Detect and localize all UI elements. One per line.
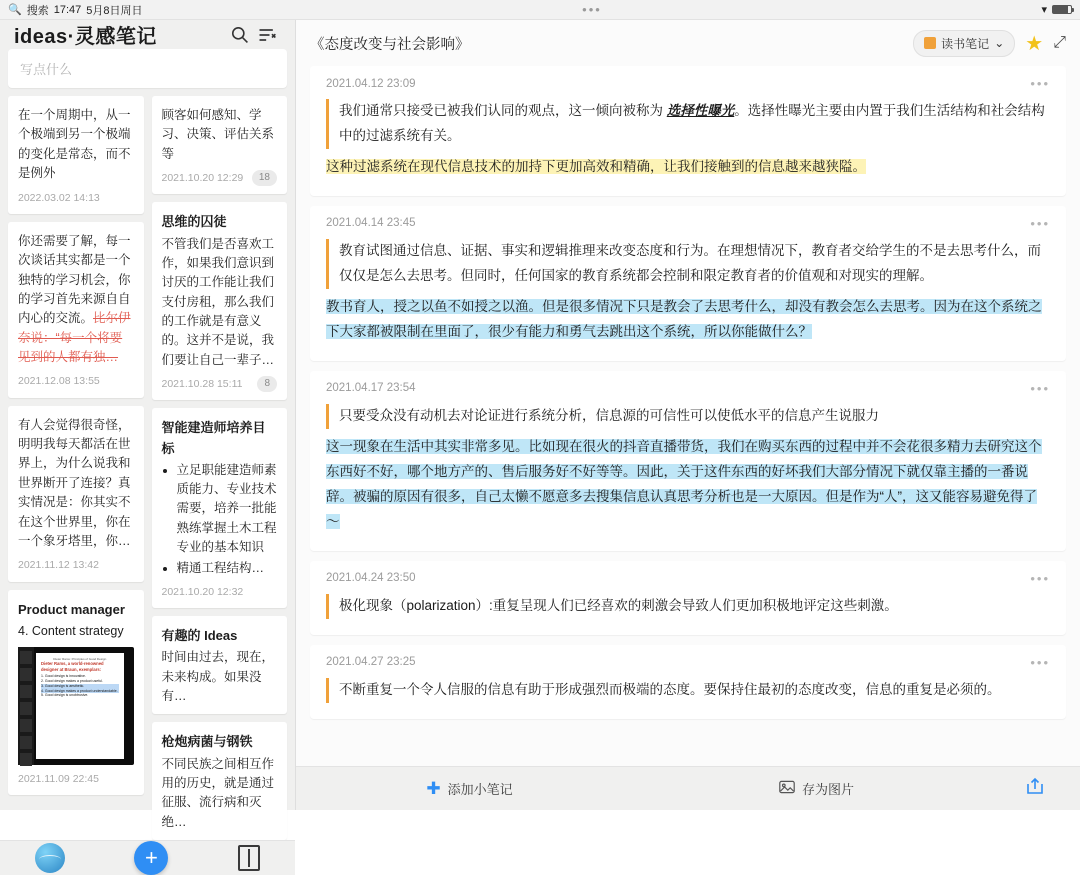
note-card[interactable] [8,222,144,398]
note-body [18,232,134,368]
chevron-down-icon: ⌄ [994,36,1005,50]
share-icon [1025,777,1045,800]
entry-more-icon[interactable]: ••• [1030,380,1050,396]
reading-notes-tag[interactable] [913,30,1015,57]
highlight-yellow: 这种过滤系统在现代信息技术的加持下更加高效和精确，让我们接触到的信息越来越狭隘。 [326,158,866,174]
entry-highlight [326,435,1050,535]
status-time: 17:47 [53,3,82,16]
note-body-strikethrough: 比尔伊奈说：“每一个将要见到的人都有独… [18,311,131,365]
brand-name: ideas [14,26,68,48]
slide-line: 1. Good design is innovative. [41,674,86,679]
page-title: 《态度改变与社会影响》 [310,36,470,53]
note-meta [162,170,278,186]
brand-subtitle: 灵感笔记 [74,26,157,48]
note-count-badge: 8 [257,376,277,392]
highlight-blue: 教书育人，授之以鱼不如授之以渔。但是很多情况下只是教会了去思考什么，却没有教会怎么去思考。因为在这个系统之下大家都被限制在里面了，很少有能力和勇气去跳出这个系统，所以你能做什么？ [326,298,1042,339]
entry-timestamp: 2021.04.12 23:09 [326,77,416,90]
save-image-button[interactable] [643,779,990,798]
note-meta [162,584,278,600]
entry-highlight [326,155,1050,180]
note-meta [18,190,134,206]
quote-text: 我们通常只接受已被我们认同的观点，这一倾向被称为 [339,103,667,118]
brand-separator: · [67,26,75,48]
note-entry[interactable] [310,645,1066,719]
note-list [162,461,278,578]
save-image-label: 存为图片 [801,782,854,797]
entry-header [326,655,1050,670]
entry-more-icon[interactable]: ••• [1030,76,1050,91]
book-tag-icon [924,37,936,49]
note-body: 在一个周期中，从一个极端到另一个极端的变化是常态，而不是例外 [18,108,131,181]
app-root [0,20,1080,871]
entry-header [326,571,1050,586]
entry-header [326,381,1050,396]
status-bar-left [8,2,142,18]
entry-more-icon[interactable]: ••• [1030,570,1050,586]
note-title: 智能建造师培养目标 [161,420,266,456]
document-header [296,20,1080,66]
entry-more-icon[interactable]: ••• [1030,654,1050,670]
sort-filter-icon[interactable] [253,21,281,49]
entry-quote: 教育试图通过信息、证据、事实和逻辑推理来改变态度和行为。在理想情况下，教育者交给学生的不是去思考什么，而仅仅是怎么去思考。但同时，任何国家的教育系统都会控制和限定教育者的价值观和对现实的理解。 [326,239,1050,289]
multitask-handle-icon[interactable]: ••• [582,1,602,17]
add-small-note-button[interactable] [296,779,643,799]
list-item: • 立足职能建造师素质能力、专业技术需要，培养一批能熟练掌握土木工程专业的基本知识 [177,461,278,558]
note-image-preview[interactable] [18,647,134,765]
wifi-icon: ▾ [1041,4,1047,16]
note-entry[interactable] [310,66,1066,196]
plus-icon: ✚ [426,778,441,798]
entry-header [326,216,1050,231]
slide-header: Dieter Rams: Principles of Good Design [53,657,107,662]
entry-quote: 不断重复一个令人信服的信息有助于形成强烈而极端的态度。要保持住最初的态度改变，信息的重复是必须的。 [326,678,1050,703]
note-body-text: 你还需要了解，每一次谈话其实都是一个独特的学习机会，你的学习首先来源自自内心的交流。 [18,233,131,326]
star-icon[interactable]: ★ [1025,32,1044,55]
entry-timestamp: 2021.04.14 23:45 [326,217,416,230]
note-title: 枪炮病菌与钢铁 [161,734,253,750]
status-bar [0,0,1080,20]
share-button[interactable] [990,777,1080,800]
entry-timestamp: 2021.04.17 23:54 [326,382,416,395]
highlight-blue: 这一现象在生活中其实非常多见。比如现在很火的抖音直播带货，我们在购买东西的过程中并不会花很多精力去研究这个东西好不好，哪个地方产的、售后服务好不好等等。因此，关于这件东西的好坏我们大部分情况下就仅靠主播的一番说辞。被骗的原因有很多，自己太懒不愿意多去搜集信息认真思考分析也是一大原因。但是作为“人”，这又能容易避免得了～ [326,438,1042,529]
note-meta [18,373,134,389]
note-entry[interactable] [310,561,1066,635]
entry-header [326,76,1050,91]
entry-quote: 只要受众没有动机去对论证进行系统分析，信息源的可信性可以使低水平的信息产生说服力 [326,404,1050,429]
note-title: 有趣的 Ideas [161,628,238,644]
note-card[interactable] [152,616,288,714]
note-card[interactable] [152,408,288,608]
note-entry[interactable] [310,206,1066,361]
status-date: 5月8日周日 [86,4,143,17]
document-body[interactable] [296,66,1080,766]
note-body: 顾客如何感知、学习、决策、评估关系等 [161,108,275,161]
status-bar-center [142,1,1041,17]
quote-emphasis: 选择性曝光 [666,103,735,118]
notes-sidebar [0,20,296,871]
sidebar-bottom-bar [0,840,295,875]
slide-content [36,653,124,759]
note-time: 2021.11.09 22:45 [18,773,99,786]
note-body: 时间由过去，现在，未来构成。如果没有… [161,650,275,704]
status-bar-right [1041,3,1072,16]
add-small-note-label: 添加小笔记 [447,782,513,797]
entry-highlight [326,295,1050,345]
entry-more-icon[interactable]: ••• [1030,215,1050,231]
note-time: 2021.10.28 15:11 [161,378,243,391]
note-card[interactable] [152,722,288,840]
note-meta [162,376,278,392]
status-search-label[interactable]: 搜索 [26,4,49,17]
note-body: 不同民族之间相互作用的历史，就是通过征服、流行病和灭绝… [161,756,275,829]
note-count-badge: 18 [252,170,277,186]
add-note-fab[interactable]: + [134,841,168,875]
note-body: 4. Content strategy [18,623,124,638]
note-card[interactable] [8,96,144,214]
expand-icon[interactable]: ⤢ [1053,34,1066,51]
note-card[interactable] [8,406,144,582]
entry-quote [326,99,1050,149]
note-title: Product manager [18,601,125,617]
sidebar-header [0,20,295,49]
notes-grid[interactable] [0,96,295,840]
slide-line: 5. Good design is unobtrusive. [41,693,89,698]
entry-quote: 极化现象（polarization）:重复呈现人们已经喜欢的刺激会导致人们更加积极地评定这些刺激。 [326,594,1050,619]
note-meta [18,771,134,787]
slide-title: Dieter Rams, a world-renowned designer at Braun, exemplars: [41,661,104,672]
note-card[interactable] [152,96,288,194]
entry-timestamp: 2021.04.27 23:25 [326,656,416,669]
slide-line: 2. Good design makes a product useful. [41,679,103,684]
slide-rail [18,647,34,765]
note-body: 不管我们是否喜欢工作，如果我们意识到讨厌的工作能让我们支付房租，那么我们的工作就是有意义的。这并不是说，我们要让自己一辈子… [161,236,275,367]
search-icon[interactable]: 🔍 [8,4,22,16]
entry-timestamp: 2021.04.24 23:50 [326,572,416,585]
quote-text-2: 。选择性曝光主要由内置于我们生活结构和社会结构中的过滤系统有关。 [339,103,1045,143]
note-body: 有人会觉得很奇怪，明明我每天都活在世界上，为什么说我和世界断开了连接？真实情况是：你其实不在这个世界里，你在一个象牙塔里，你… [18,417,131,548]
slide-line: 4. Good design makes a product understandable. [41,688,118,693]
note-time: 2022.03.02 14:13 [18,191,100,204]
list-item: • 精通工程结构… [177,559,278,578]
book-icon[interactable] [238,845,260,871]
slide-line: 3. Good design is aesthetic. [41,684,119,689]
app-brand [14,20,225,49]
battery-icon [1052,5,1072,14]
note-card[interactable] [8,590,144,796]
note-card[interactable] [152,202,288,400]
note-time: 2021.11.12 13:42 [18,559,99,572]
reading-notes-label: 读书笔记 [941,36,990,51]
note-meta [18,557,134,573]
search-icon[interactable] [225,21,253,49]
note-time: 2021.10.20 12:32 [161,585,244,598]
image-icon [779,780,795,797]
compose-input[interactable]: 写点什么 [8,49,287,88]
document-bottom-bar [296,766,1080,810]
document-pane [296,20,1080,810]
note-title: 思维的囚徒 [161,214,227,230]
note-time: 2021.10.20 12:29 [161,172,244,185]
globe-icon[interactable] [35,843,65,873]
note-entry[interactable] [310,371,1066,551]
note-time: 2021.12.08 13:55 [18,375,100,388]
